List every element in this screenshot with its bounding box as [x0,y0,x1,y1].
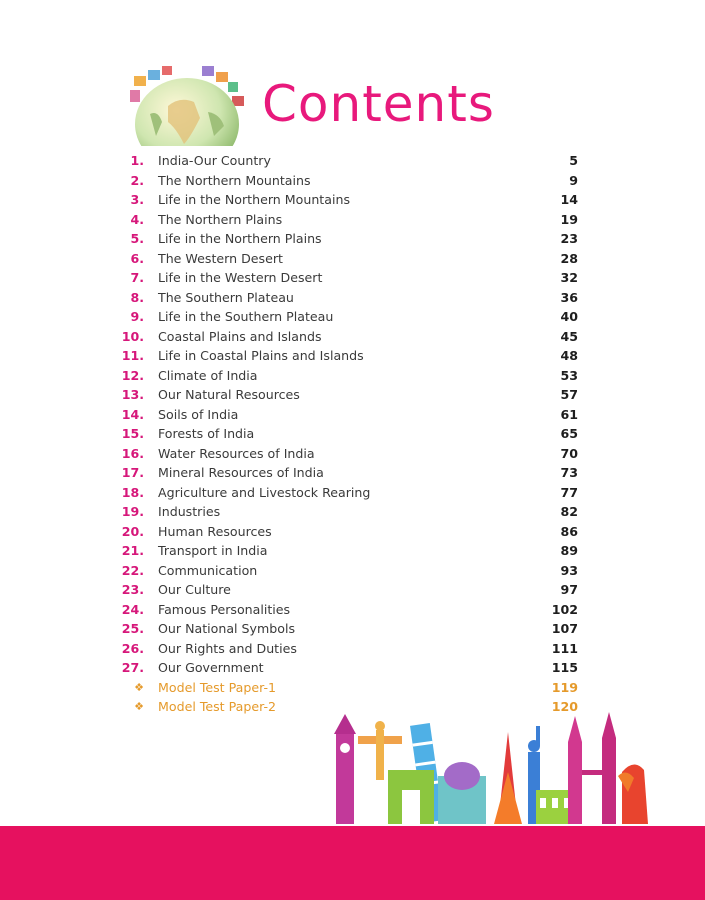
chapter-title: Water Resources of India [158,445,315,461]
chapter-number: 2. [130,172,144,188]
chapter-title: Our Rights and Duties [158,640,297,656]
chapter-title: Life in Coastal Plains and Islands [158,348,364,363]
page-number: 32 [560,270,578,285]
chapter-number: 11. [121,348,144,363]
page-number: 115 [551,660,578,675]
chapter-title: The Southern Plateau [158,289,294,305]
world-landmarks-skyline-icon [322,712,652,828]
page-number: 61 [560,406,578,422]
chapter-number: 23. [121,582,144,597]
chapter-title: Life in the Western Desert [158,270,323,285]
contents-item [110,522,590,542]
page-number: 48 [560,348,578,363]
chapter-title: Human Resources [158,523,272,539]
contents-item [110,658,590,678]
page-number: 40 [560,309,578,324]
contents-item [110,366,590,386]
chapter-title: Life in the Northern Plains [158,231,322,246]
chapter-number: 15. [121,426,144,441]
chapter-title: Life in the Northern Mountains [158,192,350,207]
chapter-number: 26. [121,640,144,656]
page-number: 93 [560,562,578,578]
page-number: 5 [569,153,578,168]
chapter-number: 12. [121,367,144,383]
page-number: 77 [560,484,578,500]
chapter-number: 10. [121,328,144,344]
page-title: Contents [262,75,495,133]
diamond-bullet-icon: ❖ [134,680,144,694]
chapter-title: India-Our Country [158,153,271,168]
contents-item [110,385,590,405]
page-number: 28 [560,250,578,266]
chapter-number: 4. [130,211,144,227]
chapter-number: 6. [130,250,144,266]
contents-item [110,229,590,249]
chapter-number: 5. [130,231,144,246]
page-number: 119 [551,679,578,695]
chapter-number: 14. [121,406,144,422]
page-number: 9 [569,172,578,188]
contents-item [110,502,590,522]
chapter-number: 3. [130,192,144,207]
chapter-title: Our Government [158,660,264,675]
contents-item [110,600,590,620]
page-number: 57 [560,387,578,402]
page-number: 120 [551,699,578,714]
contents-item [110,561,590,581]
contents-item [110,405,590,425]
chapter-number: 18. [121,484,144,500]
contents-item [110,444,590,464]
chapter-title: Life in the Southern Plateau [158,309,334,324]
contents-item [110,346,590,366]
chapter-title: Communication [158,562,258,578]
chapter-title: Transport in India [158,543,268,558]
page-number: 73 [560,465,578,480]
chapter-number: 21. [121,543,144,558]
chapter-number: 17. [121,465,144,480]
chapter-number: 7. [130,270,144,285]
chapter-number: 13. [121,387,144,402]
page-number: 86 [560,523,578,539]
chapter-title: Our Culture [158,582,231,597]
contents-item [110,619,590,639]
chapter-number: 22. [121,562,144,578]
contents-item [110,268,590,288]
contents-item [110,483,590,503]
chapter-number: 1. [130,153,144,168]
contents-item [110,639,590,659]
page-number: 14 [560,192,578,207]
page-number: 82 [560,504,578,519]
contents-item [110,210,590,230]
page-number: 111 [551,640,578,656]
chapter-number: 8. [130,289,144,305]
chapter-number: 9. [130,309,144,324]
globe-collage-icon [128,66,246,146]
page-number: 19 [560,211,578,227]
contents-item [110,307,590,327]
chapter-title: Coastal Plains and Islands [158,328,322,344]
chapter-title: Model Test Paper-1 [158,679,277,695]
contents-item [110,327,590,347]
page-number: 45 [560,328,578,344]
footer-band [0,826,705,900]
contents-item [110,463,590,483]
chapter-title: The Western Desert [158,250,283,266]
contents-item [110,249,590,269]
chapter-number: 25. [121,621,144,636]
contents-item [110,580,590,600]
chapter-title: Soils of India [158,406,239,422]
contents-item [110,288,590,308]
chapter-title: Our Natural Resources [158,387,300,402]
page-number: 65 [560,426,578,441]
chapter-number: 27. [121,660,144,675]
contents-item [110,171,590,191]
page-number: 53 [560,367,578,383]
chapter-title: Famous Personalities [158,601,291,617]
chapter-number: 16. [121,445,144,461]
page-number: 102 [551,601,578,617]
contents-item [110,151,590,171]
page-number: 97 [560,582,578,597]
chapter-title: Climate of India [158,367,258,383]
page-number: 89 [560,543,578,558]
chapter-title: Forests of India [158,426,255,441]
chapter-number: 20. [121,523,144,539]
chapter-title: Industries [158,504,221,519]
contents-item [110,541,590,561]
chapter-title: Model Test Paper-2 [158,699,277,714]
chapter-title: The Northern Plains [158,211,283,227]
chapter-title: Agriculture and Livestock Rearing [158,484,371,500]
contents-item [110,190,590,210]
page-number: 36 [560,289,578,305]
page-number: 107 [551,621,578,636]
page-number: 70 [560,445,578,461]
chapter-title: Our National Symbols [158,621,296,636]
chapter-title: Mineral Resources of India [158,465,324,480]
chapter-number: 19. [121,504,144,519]
chapter-number: 24. [121,601,144,617]
chapter-title: The Northern Mountains [158,172,311,188]
table-of-contents [110,151,590,717]
diamond-bullet-icon: ❖ [134,700,144,713]
page-number: 23 [560,231,578,246]
contents-item [110,424,590,444]
model-test-item [110,678,590,698]
